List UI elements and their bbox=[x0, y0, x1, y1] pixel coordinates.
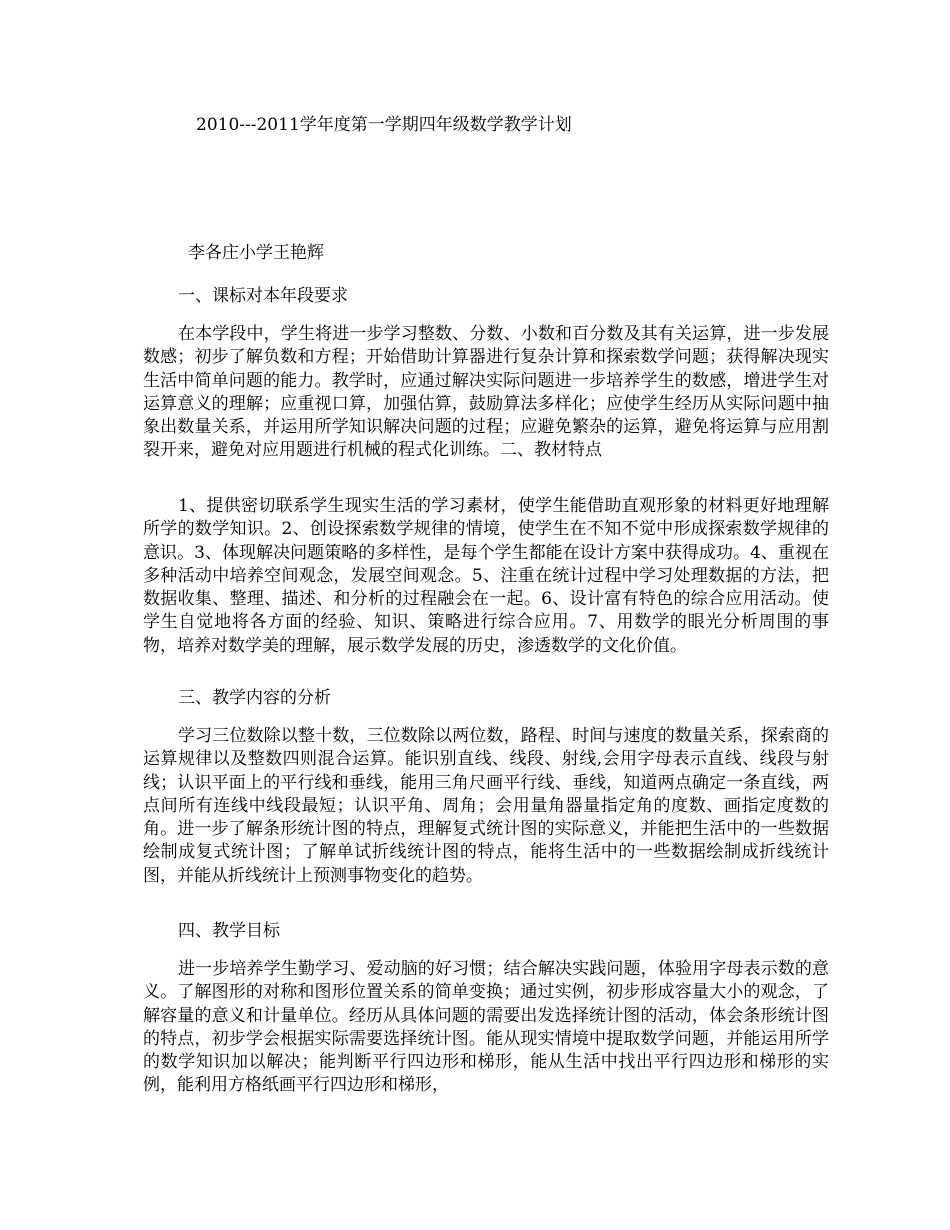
paragraph-curriculum-requirements: 在本学段中，学生将进一步学习整数、分数、小数和百分数及其有关运算，进一步发展数感；初步了解负数和方程；开始借助计算器进行复杂计算和探索数学问题；获得解决现实生活中简单问题的能力。教学时，应通过解决实际问题进一步培养学生的数感，增进学生对运算意义的理解；应重视口算，加强估算，鼓励算法多样化；应使学生经历从实际问题中抽象出数量关系，并运用所学知识解决问题的过程；应避免繁杂的运算，避免将运算与应用割裂开来，避免对应用题进行机械的程式化训练。二、教材特点 bbox=[143, 324, 829, 461]
section-heading-content-analysis: 三、教学内容的分析 bbox=[178, 688, 331, 708]
paragraph-content-analysis: 学习三位数除以整十数，三位数除以两位数，路程、时间与速度的数量关系，探索商的运算规律以及整数四则混合运算。能识别直线、线段、射线,会用字母表示直线、线段与射线；认识平面上的平行线和垂线，能用三角尺画平行线、垂线，知道两点确定一条直线，两点间所有连线中线段最短；认识平角、周角；会用量角器量指定角的度数、画指定度数的角。进一步了解条形统计图的特点，理解复式统计图的实际意义，并能把生活中的一些数据绘制成复式统计图；了解单试折线统计图的特点，能将生活中的一些数据绘制成折线统计图，并能从折线统计上预测事物变化的趋势。 bbox=[143, 726, 829, 886]
section-heading-teaching-goals: 四、教学目标 bbox=[178, 921, 280, 941]
document-title: 2010---2011学年度第一学期四年级数学教学计划 bbox=[196, 115, 572, 135]
section-heading-curriculum-requirements: 一、课标对本年段要求 bbox=[178, 286, 348, 306]
paragraph-teaching-goals: 进一步培养学生勤学习、爱动脑的好习惯；结合解决实践问题，体验用字母表示数的意义。了解图形的对称和图形位置关系的简单变换；通过实例，初步形成容量大小的观念，了解容量的意义和计量单位。经历从具体问题的需要出发选择统计图的活动，体会条形统计图的特点，初步学会根据实际需要选择统计图。能从现实情境中提取数学问题，并能运用所学的数学知识加以解决；能判断平行四边形和梯形，能从生活中找出平行四边形和梯形的实例，能利用方格纸画平行四边形和梯形， bbox=[143, 959, 829, 1096]
paragraph-textbook-features: 1、提供密切联系学生现实生活的学习素材，使学生能借助直观形象的材料更好地理解所学的数学知识。2、创设探索数学规律的情境，使学生在不知不觉中形成探索数学规律的意识。3、体现解决问题策略的多样性，是每个学生都能在设计方案中获得成功。4、重视在多种活动中培养空间观念，发展空间观念。5、注重在统计过程中学习处理数据的方法，把数据收集、整理、描述、和分析的过程融会在一起。6、设计富有特色的综合应用活动。使学生自觉地将各方面的经验、知识、策略进行综合应用。7、用数学的眼光分析周围的事物，培养对数学美的理解，展示数学发展的历史，渗透数学的文化价值。 bbox=[143, 496, 829, 656]
author-line: 李各庄小学王艳辉 bbox=[188, 243, 324, 263]
